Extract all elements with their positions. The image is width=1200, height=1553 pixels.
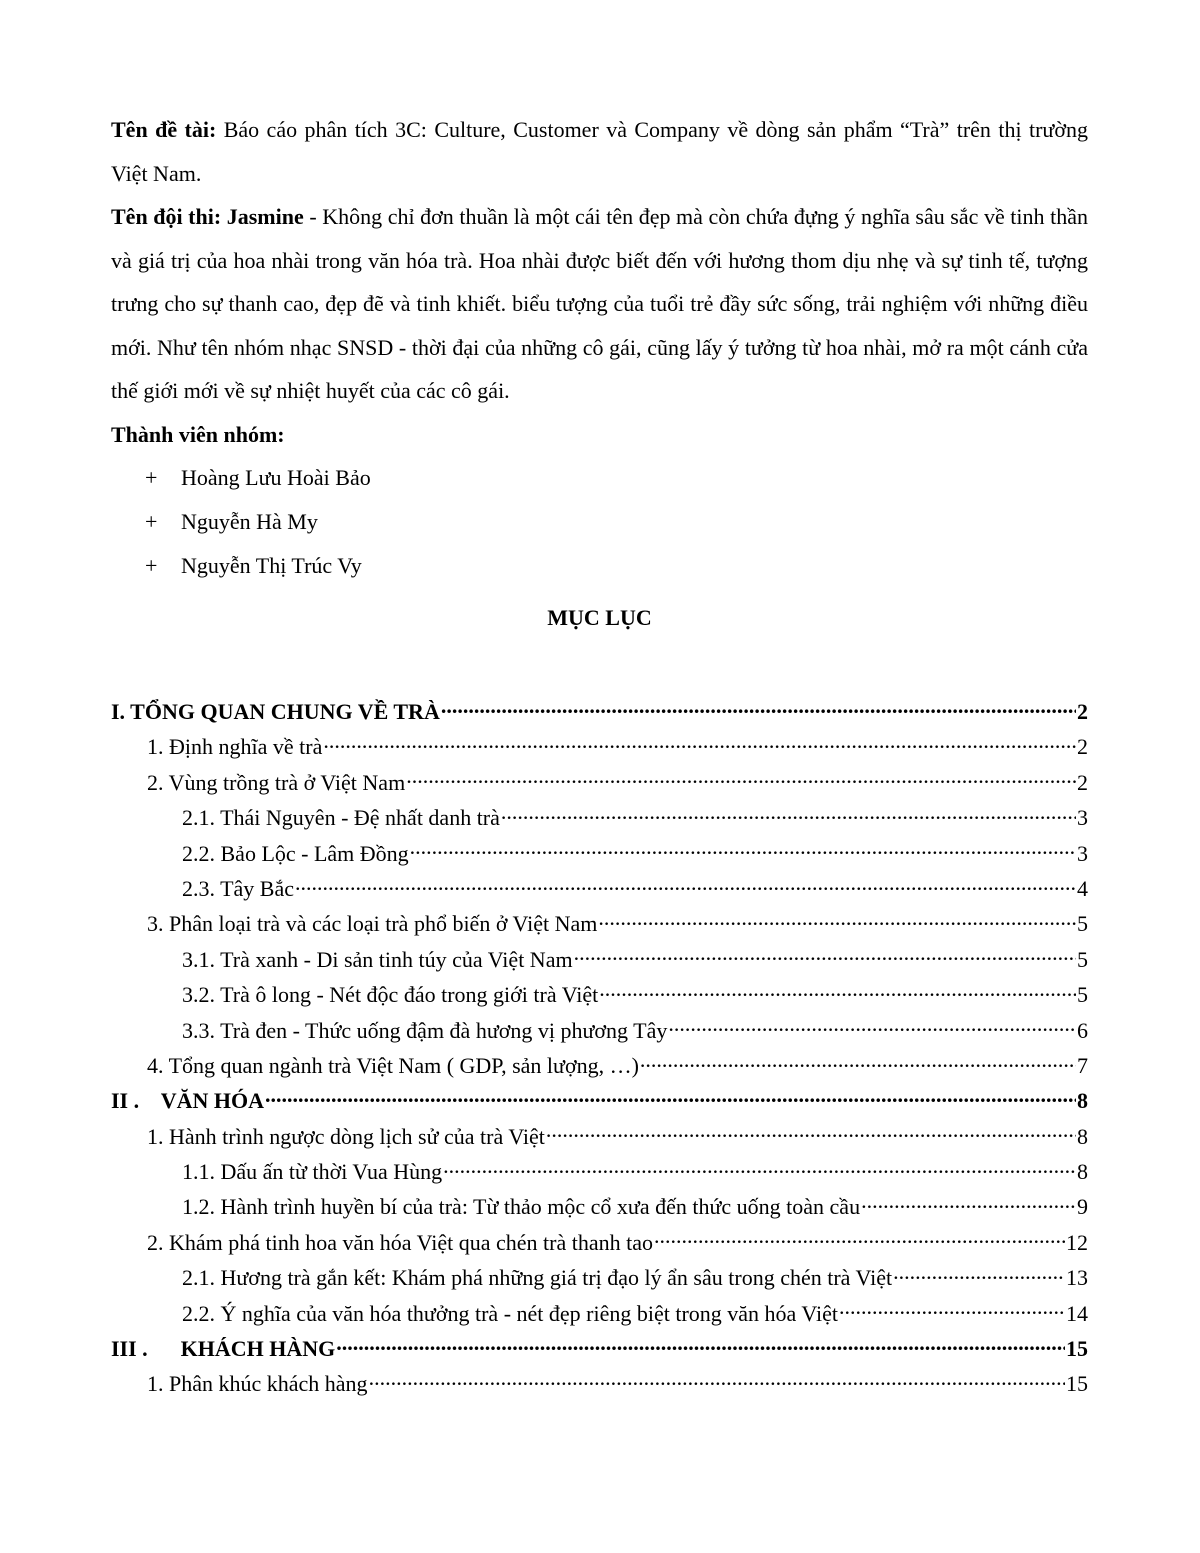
toc-entry[interactable]	[111, 1189, 1088, 1224]
toc-entry-label: 4. Tổng quan ngành trà Việt Nam ( GDP, sản lượng, …)	[147, 1052, 639, 1078]
toc-entry-page: 15	[1066, 1336, 1088, 1362]
members-title: Thành viên nhóm:	[111, 421, 285, 447]
toc-entry-label: 1. Định nghĩa về trà	[147, 734, 323, 760]
toc-entry-label: 3.2. Trà ô long - Nét độc đáo trong giới trà Việt	[182, 982, 599, 1008]
intro-section	[111, 108, 1088, 413]
toc-dot-leader	[443, 1157, 1076, 1179]
toc-entry[interactable]	[111, 942, 1088, 977]
toc-entry[interactable]	[111, 1119, 1088, 1154]
toc-entry-label: 3.3. Trà đen - Thức uống đậm đà hương vị phương Tây	[182, 1017, 668, 1043]
toc-entry-label: 1. Hành trình ngược dòng lịch sử của trà Việt	[147, 1123, 545, 1149]
toc-entry[interactable]	[111, 836, 1088, 871]
member-item	[111, 544, 1088, 588]
toc-entry[interactable]	[111, 1331, 1088, 1366]
toc-entry-page: 8	[1077, 1088, 1088, 1114]
toc-entry[interactable]	[111, 906, 1088, 941]
toc-entry-page: 3	[1077, 805, 1088, 831]
toc-entry-page: 15	[1066, 1371, 1088, 1397]
toc-entry[interactable]	[111, 1013, 1088, 1048]
member-bullet: +	[145, 553, 158, 578]
toc-dot-leader	[574, 945, 1076, 967]
toc-entry-label: III . KHÁCH HÀNG	[111, 1336, 336, 1362]
toc-dot-leader	[323, 732, 1076, 754]
toc-entry-label: 2.2. Bảo Lộc - Lâm Đồng	[182, 840, 409, 866]
toc-entry[interactable]	[111, 1260, 1088, 1295]
toc-entry-page: 4	[1077, 875, 1088, 901]
toc-entry-label: 2. Vùng trồng trà ở Việt Nam	[147, 769, 406, 795]
toc-dot-leader	[861, 1192, 1076, 1214]
toc-dot-leader	[546, 1122, 1076, 1144]
member-name: Nguyễn Thị Trúc Vy	[181, 553, 362, 578]
topic-text: Báo cáo phân tích 3C: Culture, Customer và Company về dòng sản phẩm “Trà” trên thị trường Việt Nam.	[111, 117, 1088, 186]
members-list	[111, 456, 1088, 588]
toc-entry-page: 5	[1077, 911, 1088, 937]
toc-entry-page: 5	[1077, 946, 1088, 972]
document-page	[111, 108, 1088, 1402]
toc-entry-label: 2.1. Thái Nguyên - Đệ nhất danh trà	[182, 805, 500, 831]
toc-entry[interactable]	[111, 729, 1088, 764]
toc-entry-page: 2	[1077, 734, 1088, 760]
member-item	[111, 500, 1088, 544]
toc-entry-label: II . VĂN HÓA	[111, 1088, 265, 1114]
toc-dot-leader	[599, 980, 1076, 1002]
toc-entry-page: 13	[1066, 1265, 1088, 1291]
toc-entry[interactable]	[111, 1154, 1088, 1189]
toc-dot-leader	[265, 1086, 1076, 1108]
toc-dot-leader	[893, 1263, 1065, 1285]
member-name: Hoàng Lưu Hoài Bảo	[181, 465, 371, 490]
toc-entry-page: 12	[1066, 1229, 1088, 1255]
toc-entry-page: 8	[1077, 1159, 1088, 1185]
member-item	[111, 456, 1088, 500]
toc-entry-page: 5	[1077, 982, 1088, 1008]
toc-entry-label: 2.2. Ý nghĩa của văn hóa thưởng trà - nét đẹp riêng biệt trong văn hóa Việt	[182, 1300, 838, 1326]
toc-entry[interactable]	[111, 977, 1088, 1012]
toc-entry-label: 1.1. Dấu ấn từ thời Vua Hùng	[182, 1159, 443, 1185]
toc-dot-leader	[336, 1334, 1065, 1356]
toc-entry-page: 14	[1066, 1300, 1088, 1326]
toc-entry[interactable]	[111, 1048, 1088, 1083]
toc-entry[interactable]	[111, 1366, 1088, 1401]
toc-dot-leader	[295, 874, 1076, 896]
toc-dot-leader	[668, 1016, 1076, 1038]
toc-dot-leader	[410, 839, 1076, 861]
toc-dot-leader	[441, 697, 1076, 719]
toc-entry-page: 8	[1077, 1123, 1088, 1149]
toc-title: MỤC LỤC	[547, 605, 652, 630]
toc-dot-leader	[369, 1369, 1065, 1391]
toc-entry[interactable]	[111, 694, 1088, 729]
toc-entry[interactable]	[111, 800, 1088, 835]
toc-entry-label: 2. Khám phá tinh hoa văn hóa Việt qua chén trà thanh tao	[147, 1229, 653, 1255]
toc-entry-label: 3.1. Trà xanh - Di sản tinh túy của Việt Nam	[182, 946, 573, 972]
team-name: Jasmine	[221, 204, 304, 229]
toc-entry-page: 6	[1077, 1017, 1088, 1043]
team-label: Tên đội thi:	[111, 204, 222, 229]
topic-paragraph	[111, 108, 1088, 195]
toc-dot-leader	[839, 1299, 1065, 1321]
toc-dot-leader	[598, 909, 1076, 931]
toc-entry[interactable]	[111, 765, 1088, 800]
member-bullet: +	[145, 465, 158, 490]
toc-dot-leader	[654, 1228, 1065, 1250]
toc-entry-label: 1.2. Hành trình huyền bí của trà: Từ thảo mộc cổ xưa đến thức uống toàn cầu	[182, 1194, 861, 1220]
team-description: - Không chỉ đơn thuần là một cái tên đẹp mà còn chứa đựng ý nghĩa sâu sắc về tinh thần và giá trị của hoa nhài trong văn hóa trà. Hoa nhài được biết đến với hương thom dịu nhẹ và sự tinh tế, tượng trưng cho sự thanh cao, đẹp đẽ và tinh khiết. biểu tượng của tuổi trẻ đầy sức sống, trải nghiệm với những điều mới. Như tên nhóm nhạc SNSD - thời đại của những cô gái, cũng lấy ý tưởng từ hoa nhài, mở ra một cánh cửa thế giới mới về sự nhiệt huyết của các cô gái.	[111, 204, 1088, 403]
toc-entry-label: 2.1. Hương trà gắn kết: Khám phá những giá trị đạo lý ẩn sâu trong chén trà Việt	[182, 1265, 893, 1291]
member-bullet: +	[145, 509, 158, 534]
toc-entry-label: 2.3. Tây Bắc	[182, 875, 295, 901]
team-paragraph	[111, 195, 1088, 413]
toc-entry-page: 2	[1077, 699, 1088, 724]
table-of-contents	[111, 694, 1088, 1402]
toc-entry[interactable]	[111, 871, 1088, 906]
topic-label: Tên đề tài:	[111, 117, 217, 142]
toc-entry-label: 1. Phân khúc khách hàng	[147, 1371, 368, 1397]
member-name: Nguyễn Hà My	[181, 509, 318, 534]
toc-entry[interactable]	[111, 1296, 1088, 1331]
toc-entry-page: 2	[1077, 769, 1088, 795]
toc-entry-page: 9	[1077, 1194, 1088, 1220]
toc-dot-leader	[406, 768, 1076, 790]
toc-dot-leader	[640, 1051, 1076, 1073]
toc-dot-leader	[501, 803, 1076, 825]
toc-entry-label: I. TỔNG QUAN CHUNG VỀ TRÀ	[111, 699, 440, 724]
toc-entry-label: 3. Phân loại trà và các loại trà phổ biến ở Việt Nam	[147, 911, 598, 937]
toc-entry-page: 7	[1077, 1052, 1088, 1078]
toc-entry[interactable]	[111, 1083, 1088, 1118]
toc-entry-page: 3	[1077, 840, 1088, 866]
toc-entry[interactable]	[111, 1225, 1088, 1260]
